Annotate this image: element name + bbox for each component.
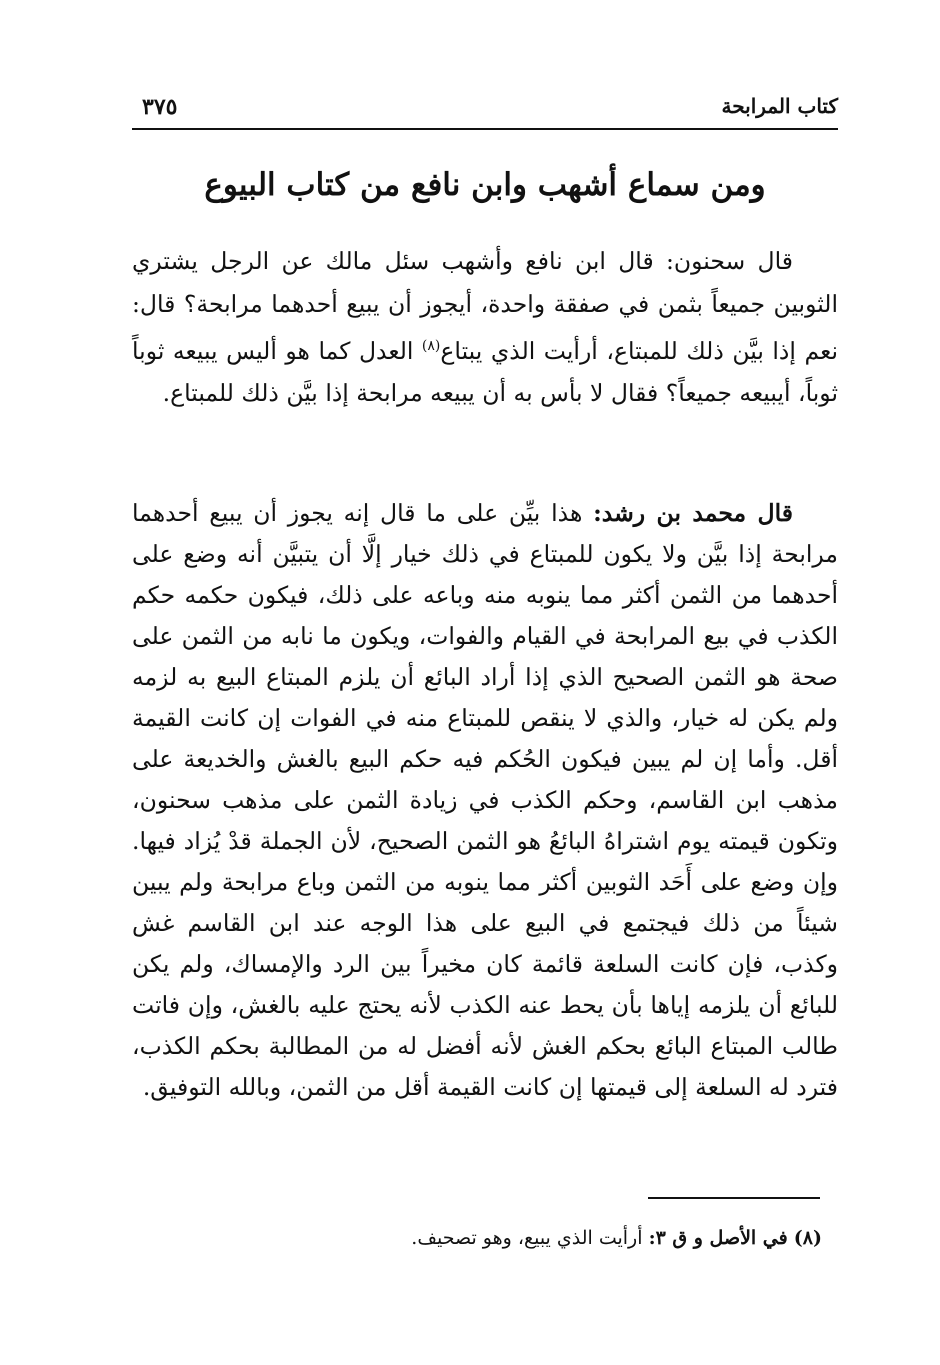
footnote-text: أرأيت الذي يبيع، وهو تصحيف. <box>411 1227 649 1249</box>
footnote-source: في الأصل و ق ٣: <box>648 1227 788 1249</box>
paragraph-ibn-rushd-commentary <box>132 493 838 1108</box>
paragraph-sahnun-narration <box>132 240 838 415</box>
section-heading: ومن سماع أشهب وابن نافع من كتاب البيوع <box>204 167 766 203</box>
paragraph-text: هذا بيِّن على ما قال إنه يجوز أن يبيع أحدهما مرابحة إذا بيَّن ولا يكون للمبتاع في ذلك خيار إلَّا أن يتبيَّن أنه وضع على أحدهما من الثمن أكثر مما ينوبه منه وباعه على ذلك، فيكون حكمه حكم الكذب في بيع المرابحة في القيام والفوات، ويكون ما نابه من الثمن على صحة هو الثمن الصحيح الذي إذا أراد البائع أن يلزم المبتاع البيع به لزمه ولم يكن له خيار، والذي لا ينقص للمبتاع منه في الفوات إن كانت القيمة أقل. وأما إن لم يبين فيكون الحُكم فيه حكم البيع بالغش والخديعة على مذهب ابن القاسم، وحكم الكذب في زيادة الثمن على مذهب سحنون، وتكون قيمته يوم اشتراهُ البائعُ هو الثمن الصحيح، لأن الجملة قدْ يُزاد فيها. وإن وضع على أَحَد الثوبين أكثر مما ينوبه من الثمن وباع مرابحة ولم يبين شيئاً من ذلك فيجتمع في البيع على هذا الوجه عند ابن القاسم غش وكذب، فإن كانت السلعة قائمة كان مخيراً بين الرد والإمساك، ولم يكن للبائع أن يلزمه إياها بأن يحط عنه الكذب لأنه يحتج عليه بالغش، وإن فاتت طالب المبتاع البائع بحكم الغش لأنه أفضل له من المطالبة بحكم الكذب، فترد له السلعة إلى قيمتها إن كانت القيمة أقل من الثمن، وبالله التوفيق. <box>132 499 838 1101</box>
speaker-label: قال محمد بن رشد: <box>593 499 793 527</box>
paragraph-text: قال سحنون: قال ابن نافع وأشهب سئل مالك عن الرجل يشتري الثوبين جميعاً بثمن في صفقة واحدة، أيجوز أن يبيع أحدهما مرابحة؟ قال: نعم إذا بيَّن ذلك للمبتاع، أرأيت الذي يبتاع <box>132 247 838 365</box>
running-header <box>132 92 838 130</box>
paragraph-text: العدل كما هو أليس يبيعه ثوباً ثوباً، أيبيعه جميعاً؟ فقال لا بأس به أن يبيعه مرابحة إذا بيَّن ذلك للمبتاع. <box>132 336 838 408</box>
footnote <box>132 1222 822 1254</box>
footnote-marker: (٨) <box>793 1227 822 1249</box>
footnote-reference: (٨) <box>421 338 441 354</box>
running-title: كتاب المرابحة <box>721 94 838 118</box>
page-number: ٣٧٥ <box>142 94 178 120</box>
footnote-divider <box>648 1197 820 1199</box>
